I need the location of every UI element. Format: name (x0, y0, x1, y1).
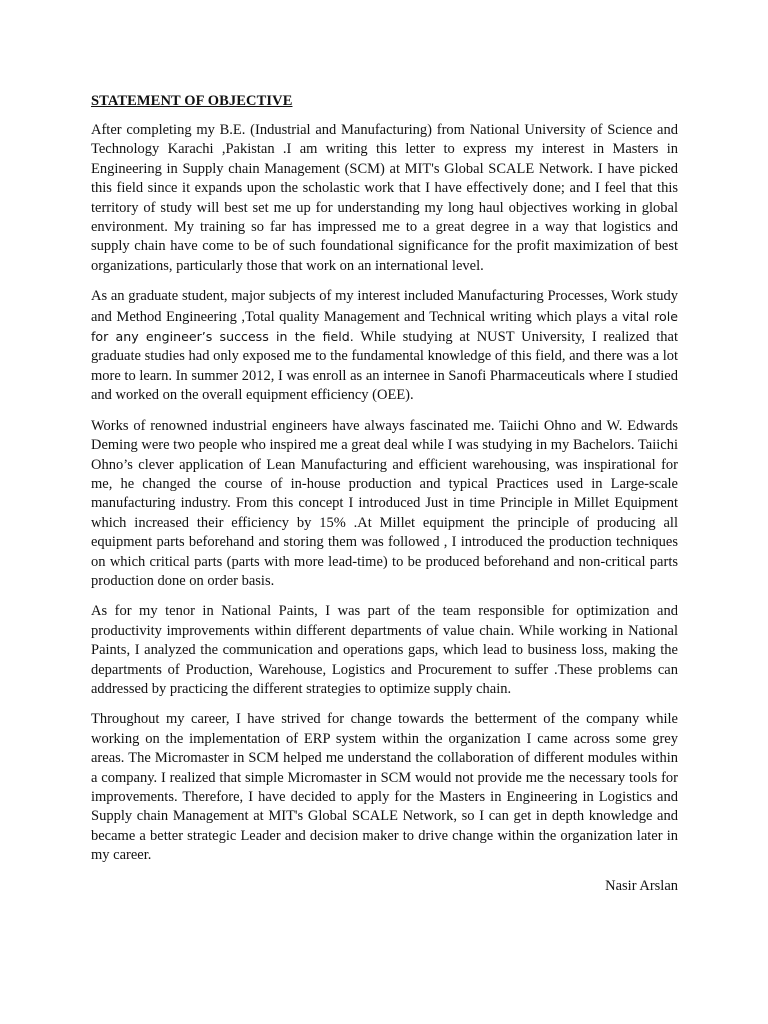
paragraph-studies-text-3: While studying at NUST University, I realized that graduate studies had only exposed me to the fundamental knowledge of this field, and there was a lot more to learn. In summer 2012, I was enroll as an internee in Sanofi Pharmaceuticals where I studied and worked on the overall equipment efficiency (OEE). (91, 329, 678, 404)
paragraph-national-paints: As for my tenor in National Paints, I was part of the team responsible for optimization and productivity improvements within different departments of value chain. While working in National Paints, I analyzed the communication and operations gaps, which lead to business loss, making the departments of Production, Warehouse, Logistics and Procurement to suffer .These problems can addressed by practicing the different strategies to optimize supply chain. (91, 603, 678, 697)
paragraph-studies (91, 287, 678, 405)
paragraph-intro: After completing my B.E. (Industrial and Manufacturing) from National University of Science and Technology Karachi ,Pakistan .I am writing this letter to express my interest in Masters in Engineering in Supply chain Management (SCM) at MIT's Global SCALE Network. I have picked this field since it expands upon the scholastic work that I have effectively done; and I feel that this territory of study will best set me up for understanding my long haul objectives working in global environment. My training so far has impressed me to a great degree in a way that logistics and supply chain have come to be of such foundational significance for the profit maximization of best organizations, particularly those that work on an international level. (91, 122, 678, 274)
document-title: STATEMENT OF OBJECTIVE (91, 93, 293, 109)
document-body (91, 92, 678, 896)
paragraph-studies-text-1: As an graduate student, major subjects of my interest included Manufacturing Processes, Work study and Method Engineering ,Total quality Management and Technical writing which plays a (91, 288, 678, 325)
signature: Nasir Arslan (605, 877, 678, 894)
paragraph-studies-text-2: vital role for any engineer’s success in the field. (91, 308, 678, 345)
paragraph-career: Throughout my career, I have strived for change towards the betterment of the company while working on the implementation of ERP system within the organization I came across some grey areas. The Micromaster in SCM helped me understand the collaboration of different modules within a company. I realized that simple Micromaster in SCM would not provide me the necessary tools for improvements. Therefore, I have decided to apply for the Masters in Engineering in Logistics and Supply chain Management at MIT's Global SCALE Network, so I can get in depth knowledge and became a better strategic Leader and decision maker to drive change within the organization later in my career. (91, 711, 678, 864)
paragraph-influences: Works of renowned industrial engineers have always fascinated me. Taiichi Ohno and W. Edwards Deming were two people who inspired me a great deal while I was studying in my Bachelors. Taiichi Ohno’s clever application of Lean Manufacturing and efficient warehousing, was inspirational for me, he changed the course of in-house production and typical Practices used in Large-scale manufacturing industry. From this concept I introduced Just in time Principle in Millet Equipment which increased their efficiency by 15% .At Millet equipment the principle of producing all equipment parts beforehand and storing them was followed , I introduced the production techniques on which critical parts (parts with more lead-time) to be produced beforehand and non-critical parts production done on order basis. (91, 417, 678, 589)
